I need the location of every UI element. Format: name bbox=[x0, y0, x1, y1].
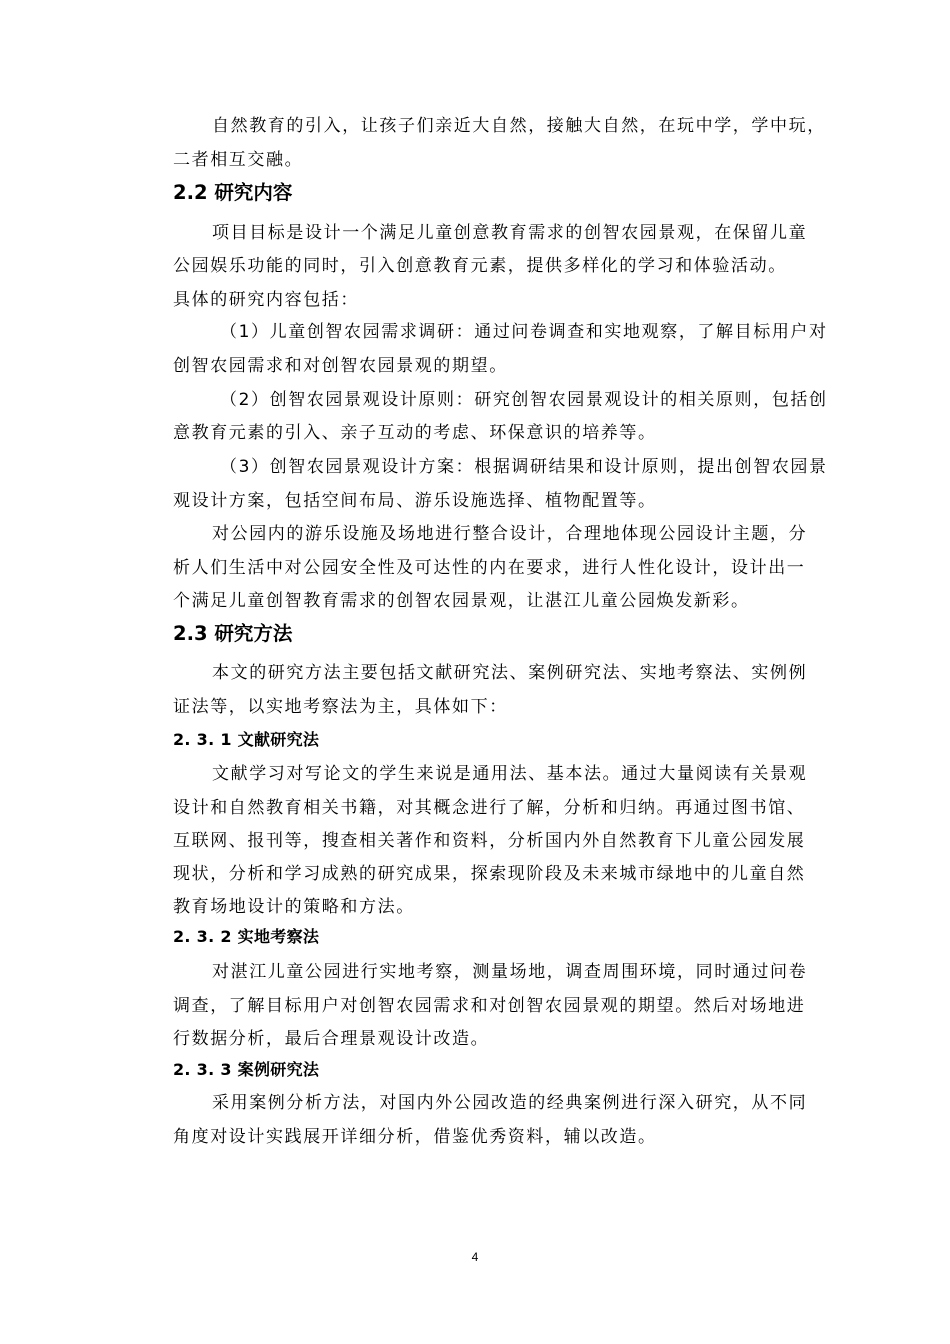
list-item-line: 意教育元素的引入、亲子互动的考虑、环保意识的培养等。 bbox=[173, 423, 657, 443]
list-item-line: （1）儿童创智农园需求调研：通过问卷调查和实地观察，了解目标用户对 bbox=[220, 322, 828, 342]
paragraph-line: 具体的研究内容包括： bbox=[173, 290, 359, 310]
paragraph-line: 调查，了解目标用户对创智农园需求和对创智农园景观的期望。然后对场地进 bbox=[173, 996, 806, 1016]
paragraph-line: 教育场地设计的策略和方法。 bbox=[173, 897, 415, 917]
subsection-heading-2-3-2: 2. 3. 2 实地考察法 bbox=[173, 927, 320, 946]
paragraph-line: 现状，分析和学习成熟的研究成果，探索现阶段及未来城市绿地中的儿童自然 bbox=[173, 864, 806, 884]
paragraph-line: 个满足儿童创智教育需求的创智农园景观，让湛江儿童公园焕发新彩。 bbox=[173, 591, 750, 611]
paragraph-line: 采用案例分析方法，对国内外公园改造的经典案例进行深入研究，从不同 bbox=[212, 1093, 808, 1113]
paragraph-line: 项目目标是设计一个满足儿童创意教育需求的创智农园景观，在保留儿童 bbox=[212, 223, 808, 243]
paragraph-line: 文献学习对写论文的学生来说是通用法、基本法。通过大量阅读有关景观 bbox=[212, 764, 808, 784]
paragraph-line: 对湛江儿童公园进行实地考察，测量场地，调查周围环境，同时通过问卷 bbox=[212, 962, 808, 982]
paragraph-line: 互联网、报刊等，搜查相关著作和资料，分析国内外自然教育下儿童公园发展 bbox=[173, 831, 806, 851]
page-number: 4 bbox=[471, 1250, 479, 1264]
subsection-heading-2-3-3: 2. 3. 3 案例研究法 bbox=[173, 1060, 320, 1079]
paragraph-line: 对公园内的游乐设施及场地进行整合设计，合理地体现公园设计主题，分 bbox=[212, 524, 808, 544]
section-heading-2-2: 2.2 研究内容 bbox=[173, 181, 293, 204]
list-item-line: 创智农园需求和对创智农园景观的期望。 bbox=[173, 356, 508, 376]
list-item-line: 观设计方案，包括空间布局、游乐设施选择、植物配置等。 bbox=[173, 491, 657, 511]
section-heading-2-3: 2.3 研究方法 bbox=[173, 622, 293, 645]
paragraph-line: 公园娱乐功能的同时，引入创意教育元素，提供多样化的学习和体验活动。 bbox=[173, 256, 787, 276]
list-item-line: （2）创智农园景观设计原则：研究创智农园景观设计的相关原则，包括创 bbox=[220, 390, 828, 410]
paragraph-line: 设计和自然教育相关书籍，对其概念进行了解，分析和归纳。再通过图书馆、 bbox=[173, 798, 806, 818]
subsection-heading-2-3-1: 2. 3. 1 文献研究法 bbox=[173, 730, 320, 749]
list-item-line: （3）创智农园景观设计方案：根据调研结果和设计原则，提出创智农园景 bbox=[220, 457, 828, 477]
paragraph-line: 本文的研究方法主要包括文献研究法、案例研究法、实地考察法、实例例 bbox=[212, 663, 808, 683]
paragraph-line: 角度对设计实践展开详细分析，借鉴优秀资料，辅以改造。 bbox=[173, 1127, 657, 1147]
paragraph-line: 证法等，以实地考察法为主，具体如下： bbox=[173, 697, 508, 717]
paragraph-line: 自然教育的引入，让孩子们亲近大自然，接触大自然，在玩中学，学中玩， bbox=[212, 116, 826, 136]
paragraph-line: 析人们生活中对公园安全性及可达性的内在要求，进行人性化设计，设计出一 bbox=[173, 558, 806, 578]
paragraph-line: 二者相互交融。 bbox=[173, 150, 304, 170]
paragraph-line: 行数据分析，最后合理景观设计改造。 bbox=[173, 1029, 490, 1049]
